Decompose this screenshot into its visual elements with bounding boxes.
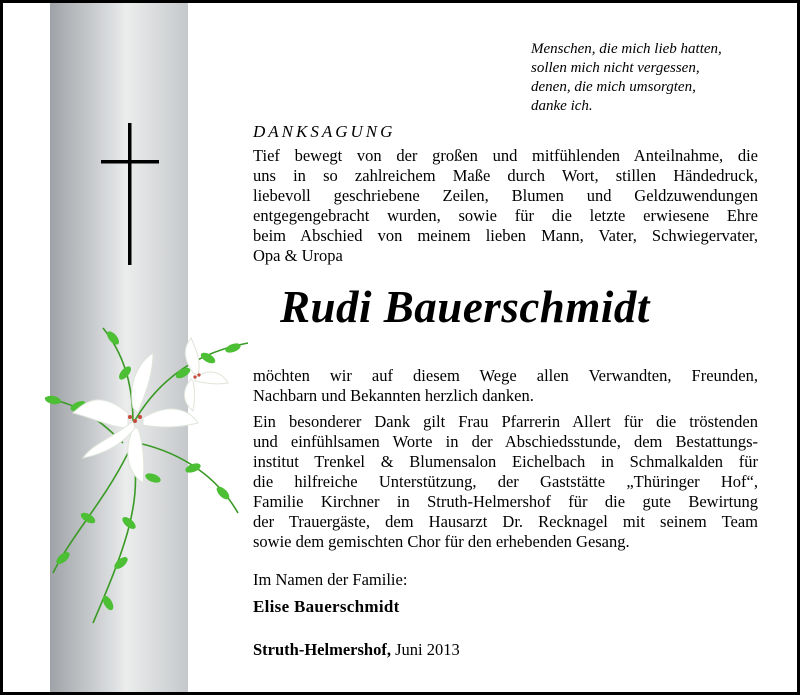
text-line: Ein besonderer Dank gilt Frau Pfarrerin Allert für die tröstenden (253, 412, 758, 431)
text-line: beim Abschied von meinem lieben Mann, Vater, Schwiegervater, (253, 226, 758, 245)
text-line: die hilfreiche Unterstützung, der Gaststätte „Thüringer Hof“, (253, 472, 758, 491)
cross-icon (101, 123, 159, 265)
motto-line: danke ich. (531, 98, 593, 114)
motto-line: Menschen, die mich lieb hatten, (531, 41, 722, 57)
text-line: liebevoll geschriebene Zeilen, Blumen und Geldzuwendungen (253, 186, 758, 205)
text-line: der Trauergäste, dem Hausarzt Dr. Recknagel mit seinem Team (253, 512, 758, 531)
place-date (253, 640, 460, 660)
text-line: Familie Kirchner in Struth-Helmershof für die gute Bewirtung (253, 492, 758, 511)
date: Juni 2013 (395, 640, 460, 659)
text-line: entgegengebracht wurden, sowie für die letzte erwiesene Ehre (253, 206, 758, 225)
signature-intro: Im Namen der Familie: (253, 570, 408, 589)
motto-line: sollen mich nicht vergessen, (531, 60, 700, 76)
text-line: möchten wir auf diesem Wege allen Verwandten, Freunden, (253, 366, 758, 385)
place: Struth-Helmershof, (253, 640, 391, 659)
motto-line: denen, die mich umsorgten, (531, 79, 696, 95)
text-line: Nachbarn und Bekannten herzlich danken. (253, 386, 534, 405)
text-line: uns in so zahlreichem Maße durch Wort, stillen Händedruck, (253, 166, 758, 185)
motto (531, 40, 781, 116)
text-line: Opa & Uropa (253, 246, 343, 265)
deceased-name: Rudi Bauerschmidt (280, 282, 650, 332)
lily-bouquet-image (33, 303, 263, 633)
thanks-paragraph-special (253, 412, 758, 552)
heading: DANKSAGUNG (253, 122, 396, 141)
thanks-paragraph-intro (253, 146, 758, 266)
thanks-paragraph-general (253, 366, 758, 406)
text-line: Tief bewegt von der großen und mitfühlenden Anteilnahme, die (253, 146, 758, 165)
text-line: sowie dem gemischten Chor für den erhebenden Gesang. (253, 532, 630, 551)
text-line: institut Trenkel & Blumensalon Eichelbach in Schmalkalden für (253, 452, 758, 471)
signature-name: Elise Bauerschmidt (253, 597, 400, 616)
text-line: und einfühlsamen Worte in der Abschiedsstunde, dem Bestattungs- (253, 432, 758, 451)
